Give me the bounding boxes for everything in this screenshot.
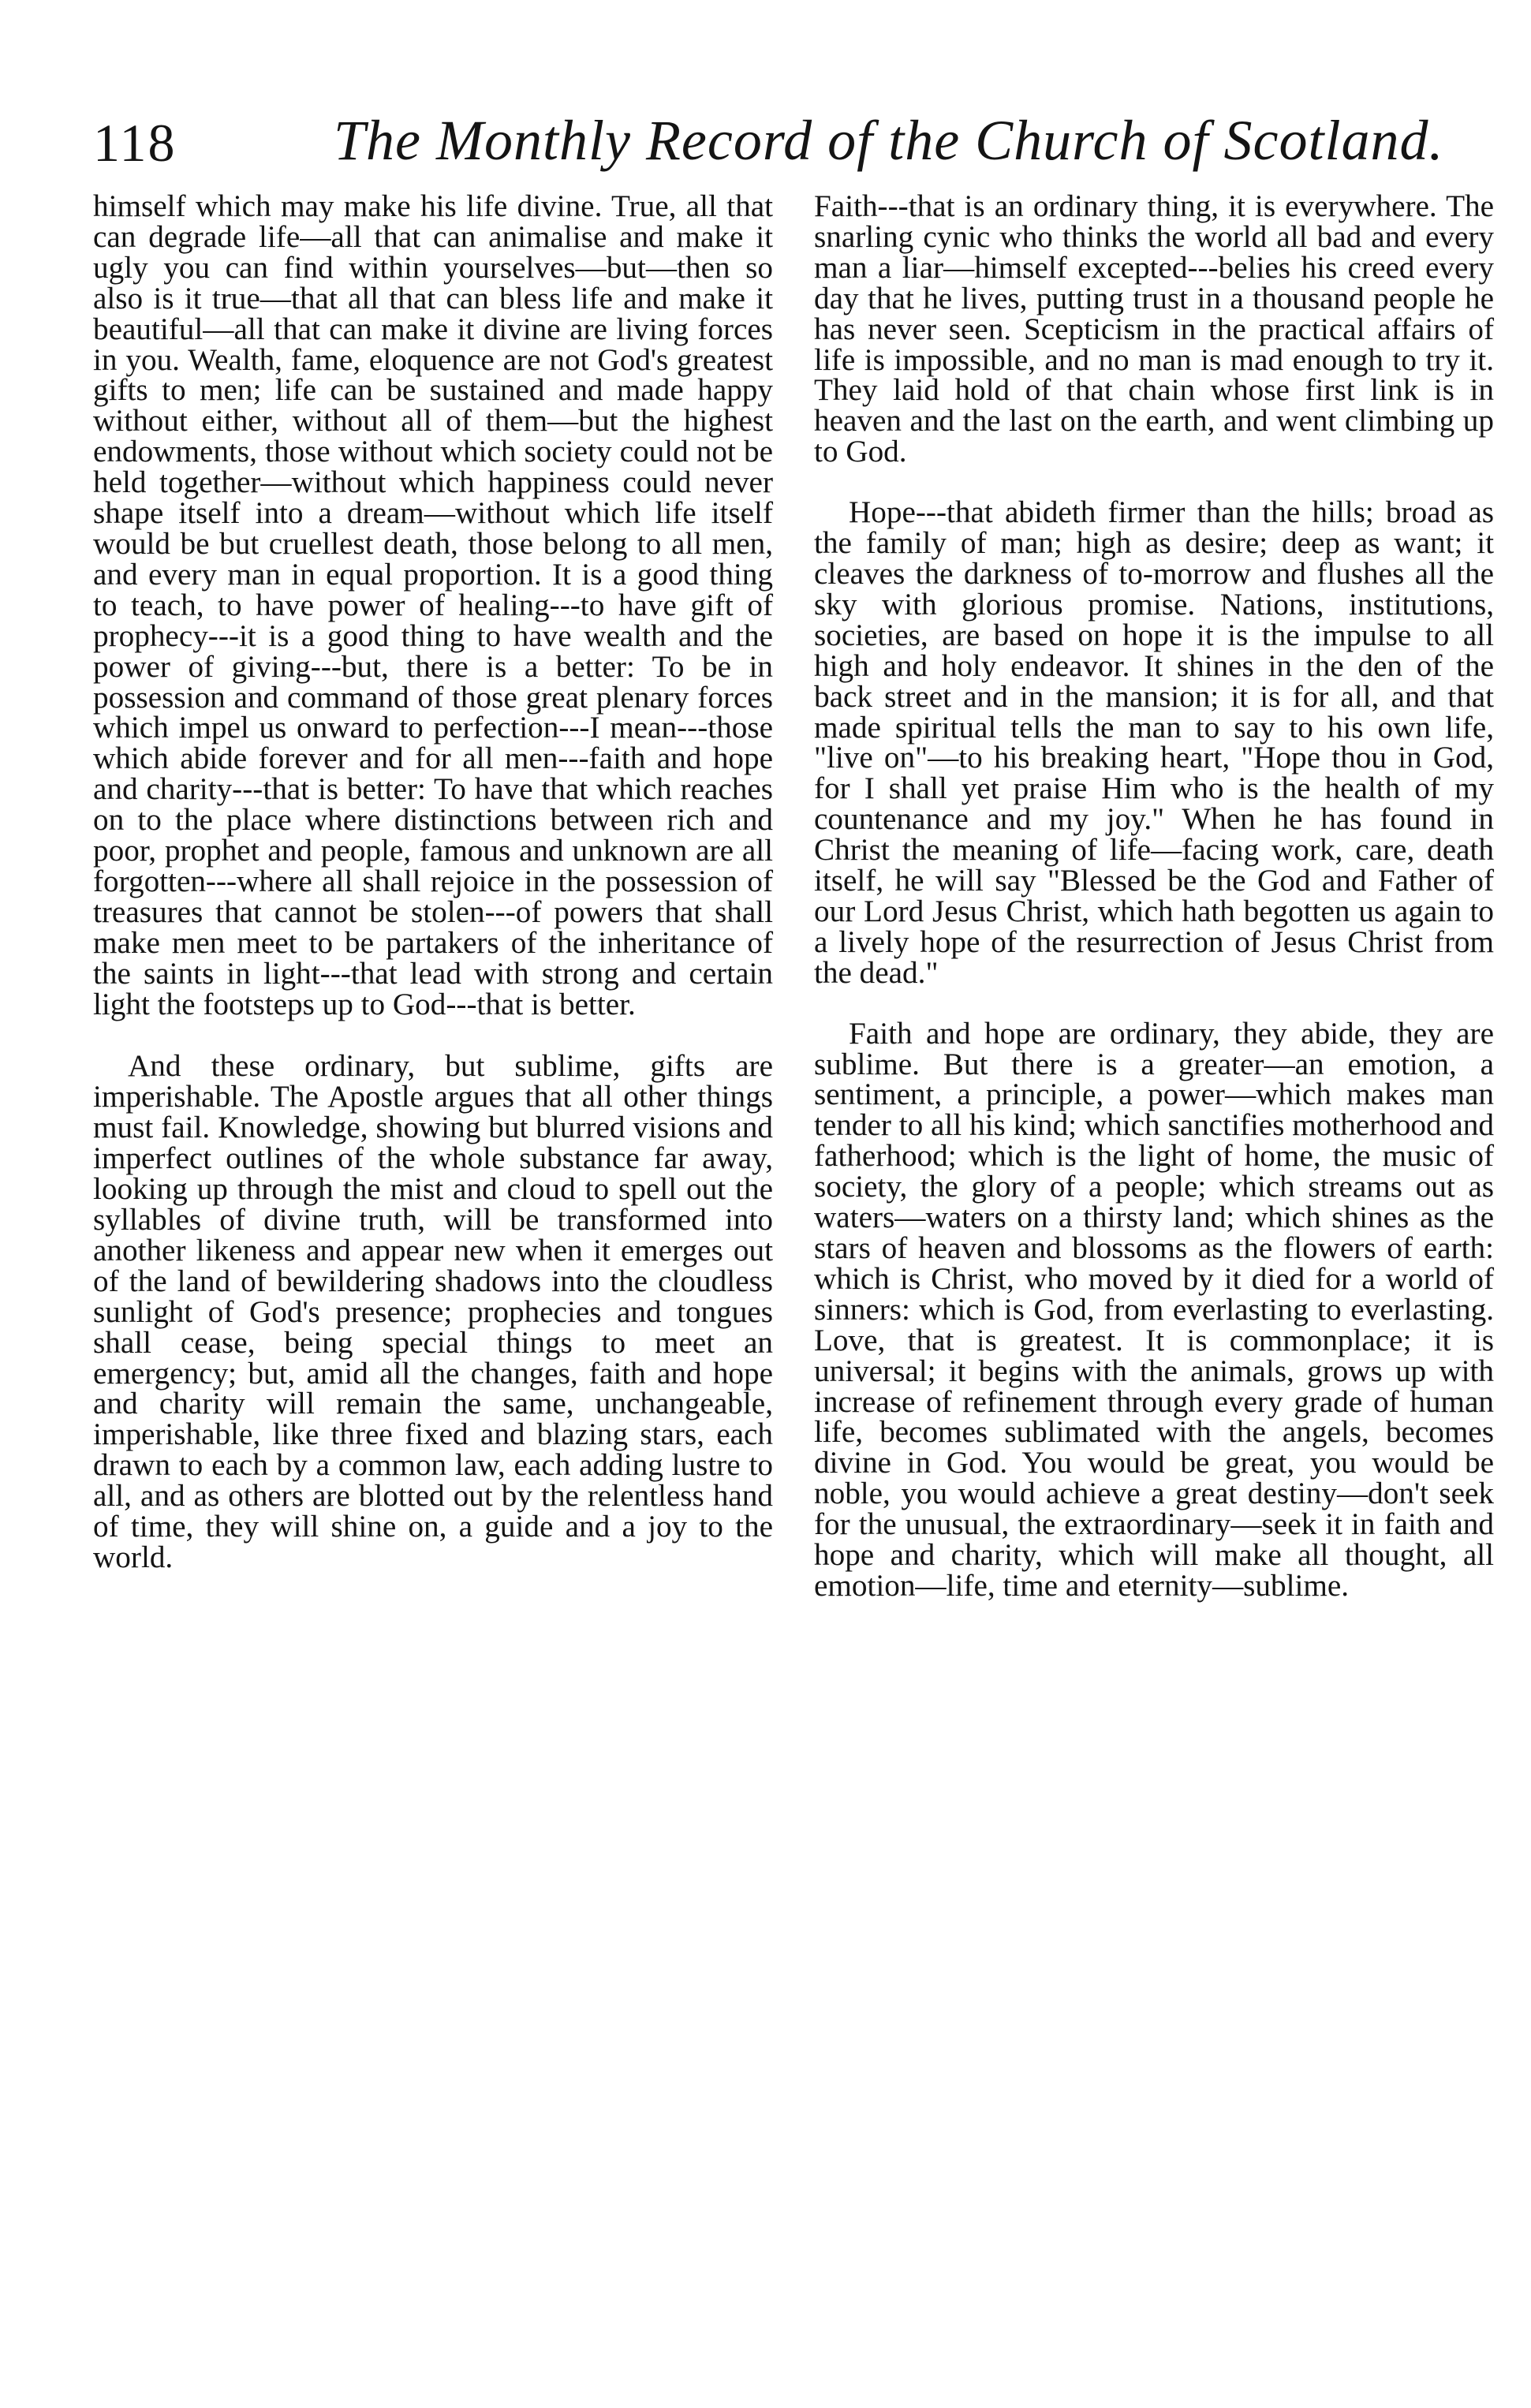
left-paragraph-1: himself which may make his life divine. True, all that can degrade life—all that can animalise and make it ugly you can find within yourselves—but—then so also is it true—that all that can bless life and make it beautiful—all that can make it divine are living forces in you. Wealth, fame, eloquence are not God's greatest gifts to men; life can be sustained and made happy without either, without all of them—but the highest endowments, those without which society could not be held together—without which happiness could never shape itself into a dream—without which life itself would be but cruellest death, those belong to all men, and every man in equal proportion. It is a good thing to teach, to have power of healing---to have gift of prophecy---it is a good thing to have wealth and the power of giving---but, there is a better: To be in possession and command of those great plenary forces which impel us onward to perfection---I mean---those which abide forever and for all men---faith and hope and charity---that is better: To have that which reaches on to the place where distinctions between rich and poor, prophet and people, famous and unknown are all forgotten---where all shall rejoice in the possession of treasures that cannot be stolen---of powers that shall make men meet to be partakers of the inheritance of the saints in light---that lead with strong and certain light the footsteps up to God---that is better. [93,189,773,1021]
right-paragraph-3: Faith and hope are ordinary, they abide, they are sublime. But there is a greater—an emotion, a sentiment, a principle, a power—which makes man tender to all his kind; which sanctifies motherhood and fatherhood; which is the light of home, the music of society, the glory of a people; which streams out as waters—waters on a thirsty land; which shines as the stars of heaven and blossoms as the flowers of earth: which is Christ, who moved by it died for a world of sinners: which is God, from everlasting to everlasting. Love, that is greatest. It is commonplace; it is universal; it begins with the animals, grows up with increase of refinement through every grade of human life, becomes sublimated with the angels, becomes divine in God. You would be great, you would be noble, you would achieve a great destiny—don't seek for the unusual, the extraordinary—seek it in faith and hope and charity, which will make all thought, all emotion—life, time and eternity—sublime. [814,1016,1494,1603]
left-column [93,189,773,1574]
left-paragraph-2: And these ordinary, but sublime, gifts are imperishable. The Apostle argues that all other things must fail. Knowledge, showing but blurred visions and imperfect outlines of the whole substance far away, looking up through the mist and cloud to spell out the syllables of divine truth, will be transformed into another likeness and appear new when it emerges out of the land of bewildering shadows into the cloudless sunlight of God's presence; prophecies and tongues shall cease, being special things to meet an emergency; but, amid all the changes, faith and hope and charity will remain the same, unchangeable, imperishable, like three fixed and blazing stars, each drawn to each by a common law, each adding lustre to all, and as others are blotted out by the relentless hand of time, they will shine on, a guide and a joy to the world. [93,1049,773,1574]
right-paragraph-1: Faith---that is an ordinary thing, it is everywhere. The snarling cynic who thinks the world all bad and every man a liar—himself excepted---belies his creed every day that he lives, putting trust in a thousand people he has never seen. Scepticism in the practical affairs of life is impossible, and no man is mad enough to try it. They laid hold of that chain whose first link is in heaven and the last on the earth, and went climbing up to God. [814,189,1494,469]
right-paragraph-2: Hope---that abideth firmer than the hills; broad as the family of man; high as desire; deep as want; it cleaves the darkness of to-morrow and flushes all the sky with glorious promise. Nations, institutions, societies, are based on hope it is the impulse to all high and holy endeavor. It shines in the den of the back street and in the mansion; it is for all, and that made spiritual tells the man to say to his own life, "live on"—to his breaking heart, "Hope thou in God, for I shall yet praise Him who is the health of my countenance and my joy." When he has found in Christ the meaning of life—facing work, care, death itself, he will say "Blessed be the God and Father of our Lord Jesus Christ, which hath begotten us again to a lively hope of the resurrection of Jesus Christ from the dead." [814,495,1494,990]
journal-title: The Monthly Record of the Church of Scotland. [334,109,1444,172]
page-number: 118 [93,113,177,173]
right-column [814,189,1494,1603]
running-head [93,93,1444,196]
